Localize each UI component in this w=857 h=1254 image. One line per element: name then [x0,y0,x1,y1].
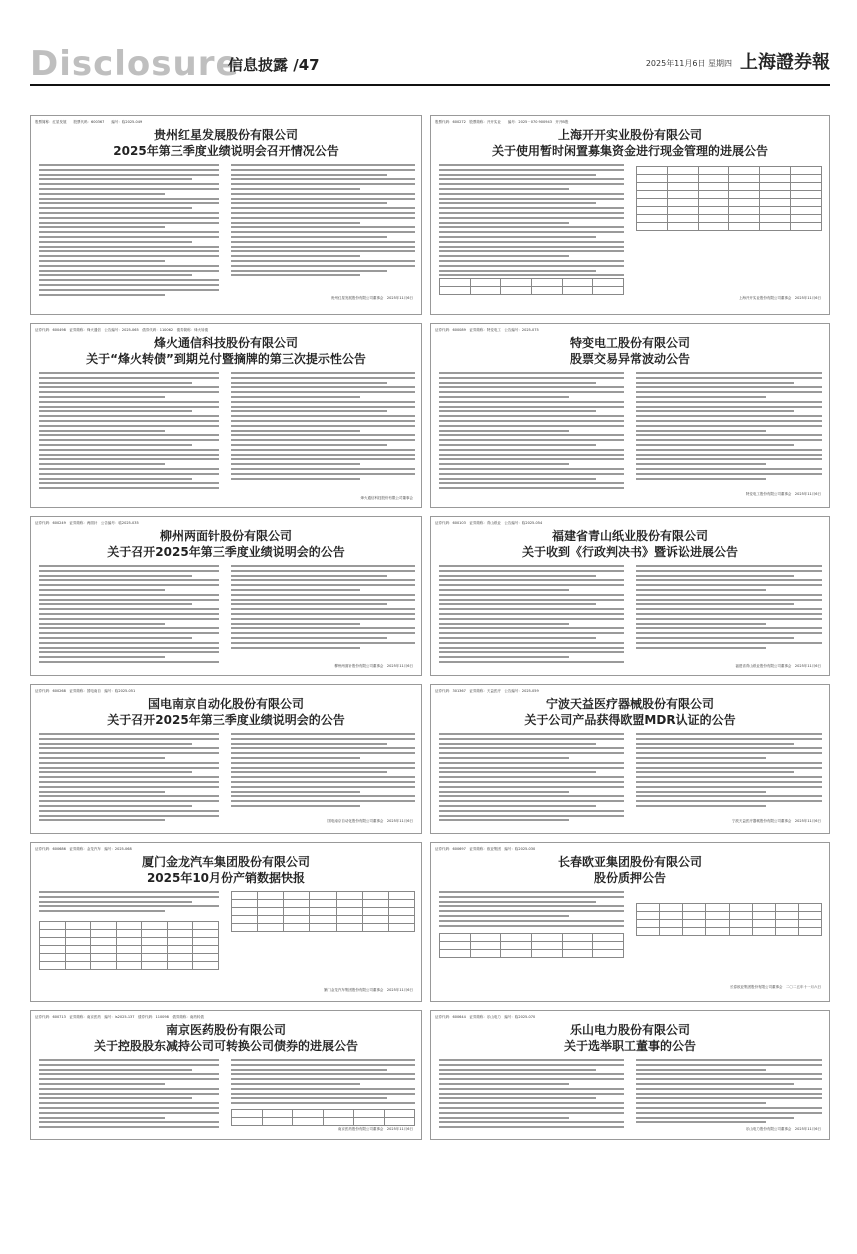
notice-signature: 贵州红星发展股份有限公司董事会 2025年11月6日 [330,296,413,300]
pledge-table-right [636,903,822,936]
notice-subtitle: 关于收到《行政判决书》暨诉讼进展公告 [521,545,738,559]
text-column [636,1059,822,1126]
notice-signature: 上海开开实业股份有限公司董事会 2025年11月6日 [738,296,821,300]
notice-header: 证券代码：600686 证券简称：金龙汽车 编号：2025-068 [35,847,132,851]
text-column [39,565,219,666]
notice-subtitle: 关于选举职工董事的公告 [563,1039,696,1053]
notice-ningbo [430,684,830,834]
notice-leshan [430,1010,830,1140]
notice-signature: 福建省青山纸业股份有限公司董事会 2025年11月6日 [735,664,821,668]
text-column [636,565,822,651]
text-column [439,372,624,492]
notice-header: 证券代码：600268 证券简称：国电南自 编号：临2025-051 [35,689,136,693]
masthead [30,42,830,82]
notice-header: 证券代码：600713 证券简称：南京医药 编号：ls2025-137 债券代码：110098 债券简称：南药转债 [35,1015,204,1019]
notice-fenghuo [30,323,422,508]
notice-title: 南京医药股份有限公司 [165,1023,286,1037]
pledge-table-left [439,933,624,958]
text-column [231,733,415,810]
notice-header: 证券代码：600644 证券简称：乐山电力 编号：临2025-070 [435,1015,536,1019]
text-column [439,1059,624,1131]
notice-liuzhou [30,516,422,676]
text-column [636,733,822,810]
notice-title: 长春欧亚集团股份有限公司 [557,855,702,869]
brand-logo: Disclosure [30,44,240,84]
notice-subtitle: 关于召开2025年第三季度业绩说明会的公告 [107,545,345,559]
text-column [439,733,624,824]
notice-signature: 柳州两面针股份有限公司董事会 2025年11月6日 [334,664,413,668]
notice-signature: 南京医药股份有限公司董事会 2025年11月6日 [337,1127,413,1131]
notice-title: 宁波天益医疗器械股份有限公司 [545,697,714,711]
cash-management-table [636,166,822,231]
text-column [39,1059,219,1131]
notice-tebian [430,323,830,508]
text-column [439,891,624,929]
section-title: 信息披露 /47 [228,56,320,74]
notice-title: 贵州红星发展股份有限公司 [153,128,298,142]
notice-changchun [430,842,830,1002]
notice-header: 证券代码：600697 证券简称：欧亚集团 编号：临2025-030 [435,847,536,851]
product-table [439,278,624,295]
text-column [39,733,219,824]
notice-subtitle: 2025年第三季度业绩说明会召开情况公告 [113,144,339,158]
notice-fujian [430,516,830,676]
notice-title: 上海开开实业股份有限公司 [557,128,702,142]
notice-title: 乐山电力股份有限公司 [569,1023,690,1037]
notice-title: 国电南京自动化股份有限公司 [147,697,304,711]
sales-table-right [231,891,415,932]
notice-xiamen [30,842,422,1002]
notice-subtitle: 关于使用暂时闲置募集资金进行现金管理的进展公告 [491,144,768,158]
newspaper-name: 上海證券報 [740,52,830,73]
notice-header: 证券代码：301367 证券简称：天益医疗 公告编号：2025-059 [435,689,539,693]
notice-nanjing [30,1010,422,1140]
notice-header: 证券代码：600089 证券简称：特变电工 公告编号：2025-075 [435,328,539,332]
notice-subtitle: 关于“烽火转债”到期兑付暨摘牌的第三次提示性公告 [86,352,366,366]
text-column [636,372,822,482]
text-column [39,372,219,492]
notice-signature: 烽火通信科技股份有限公司董事会 [360,496,413,500]
notice-guodian [30,684,422,834]
notice-signature: 长春欧亚集团股份有限公司董事会 二〇二五年十一月六日 [730,985,821,989]
notice-signature: 宁波天益医疗器械股份有限公司董事会 2025年11月6日 [731,819,821,823]
text-column [231,1059,415,1107]
notice-subtitle: 股份质押公告 [593,871,666,885]
text-column [231,565,415,651]
notice-subtitle: 关于召开2025年第三季度业绩说明会的公告 [107,713,345,727]
notice-header: 股票代码：600272 股票简称：开开实业 编号：2025－070 900943 开开B股 [435,120,569,124]
notice-kaikai [430,115,830,315]
notice-title: 特变电工股份有限公司 [569,336,690,350]
notice-subtitle: 2025年10月份产销数据快报 [146,871,306,885]
top-rule [30,84,830,86]
text-column [439,164,624,279]
notice-signature: 国电南京自动化股份有限公司董事会 2025年11月6日 [327,819,413,823]
sales-table-left [39,921,219,970]
notice-subtitle: 关于公司产品获得欧盟MDR认证的公告 [524,713,736,727]
notice-signature: 乐山电力股份有限公司董事会 2025年11月6日 [745,1127,821,1131]
notice-signature: 厦门金龙汽车集团股份有限公司董事会 2025年11月6日 [323,988,413,992]
text-column [39,891,219,915]
bond-table [231,1109,415,1126]
notice-header: 证券代码：600498 证券简称：烽火通信 公告编号：2025-065 债券代码：110062 债券简称：烽火转债 [35,328,209,332]
notice-header: 证券代码：600103 证券简称：青山纸业 公告编号：临2025-054 [435,521,543,525]
notice-guizhou [30,115,422,315]
notice-subtitle: 关于控股股东减持公司可转换公司债券的进展公告 [93,1039,358,1053]
issue-date: 2025年11月6日 星期四 [645,59,732,68]
notice-title: 福建省青山纸业股份有限公司 [551,529,708,543]
text-column [231,372,415,482]
notice-subtitle: 股票交易异常波动公告 [569,352,690,366]
notice-title: 烽火通信科技股份有限公司 [153,336,298,350]
notice-header: 股票简称：红星发展 股票代码：600367 编号：临2025-049 [35,120,143,124]
notice-title: 柳州两面针股份有限公司 [159,529,292,543]
notice-header: 证券代码：600249 证券简称：两面针 公告编号：临2025-035 [35,521,139,525]
text-column [439,565,624,666]
notice-title: 厦门金龙汽车集团股份有限公司 [141,855,310,869]
text-column [39,164,219,298]
notice-signature: 特变电工股份有限公司董事会 2025年11月6日 [745,492,821,496]
text-column [231,164,415,279]
